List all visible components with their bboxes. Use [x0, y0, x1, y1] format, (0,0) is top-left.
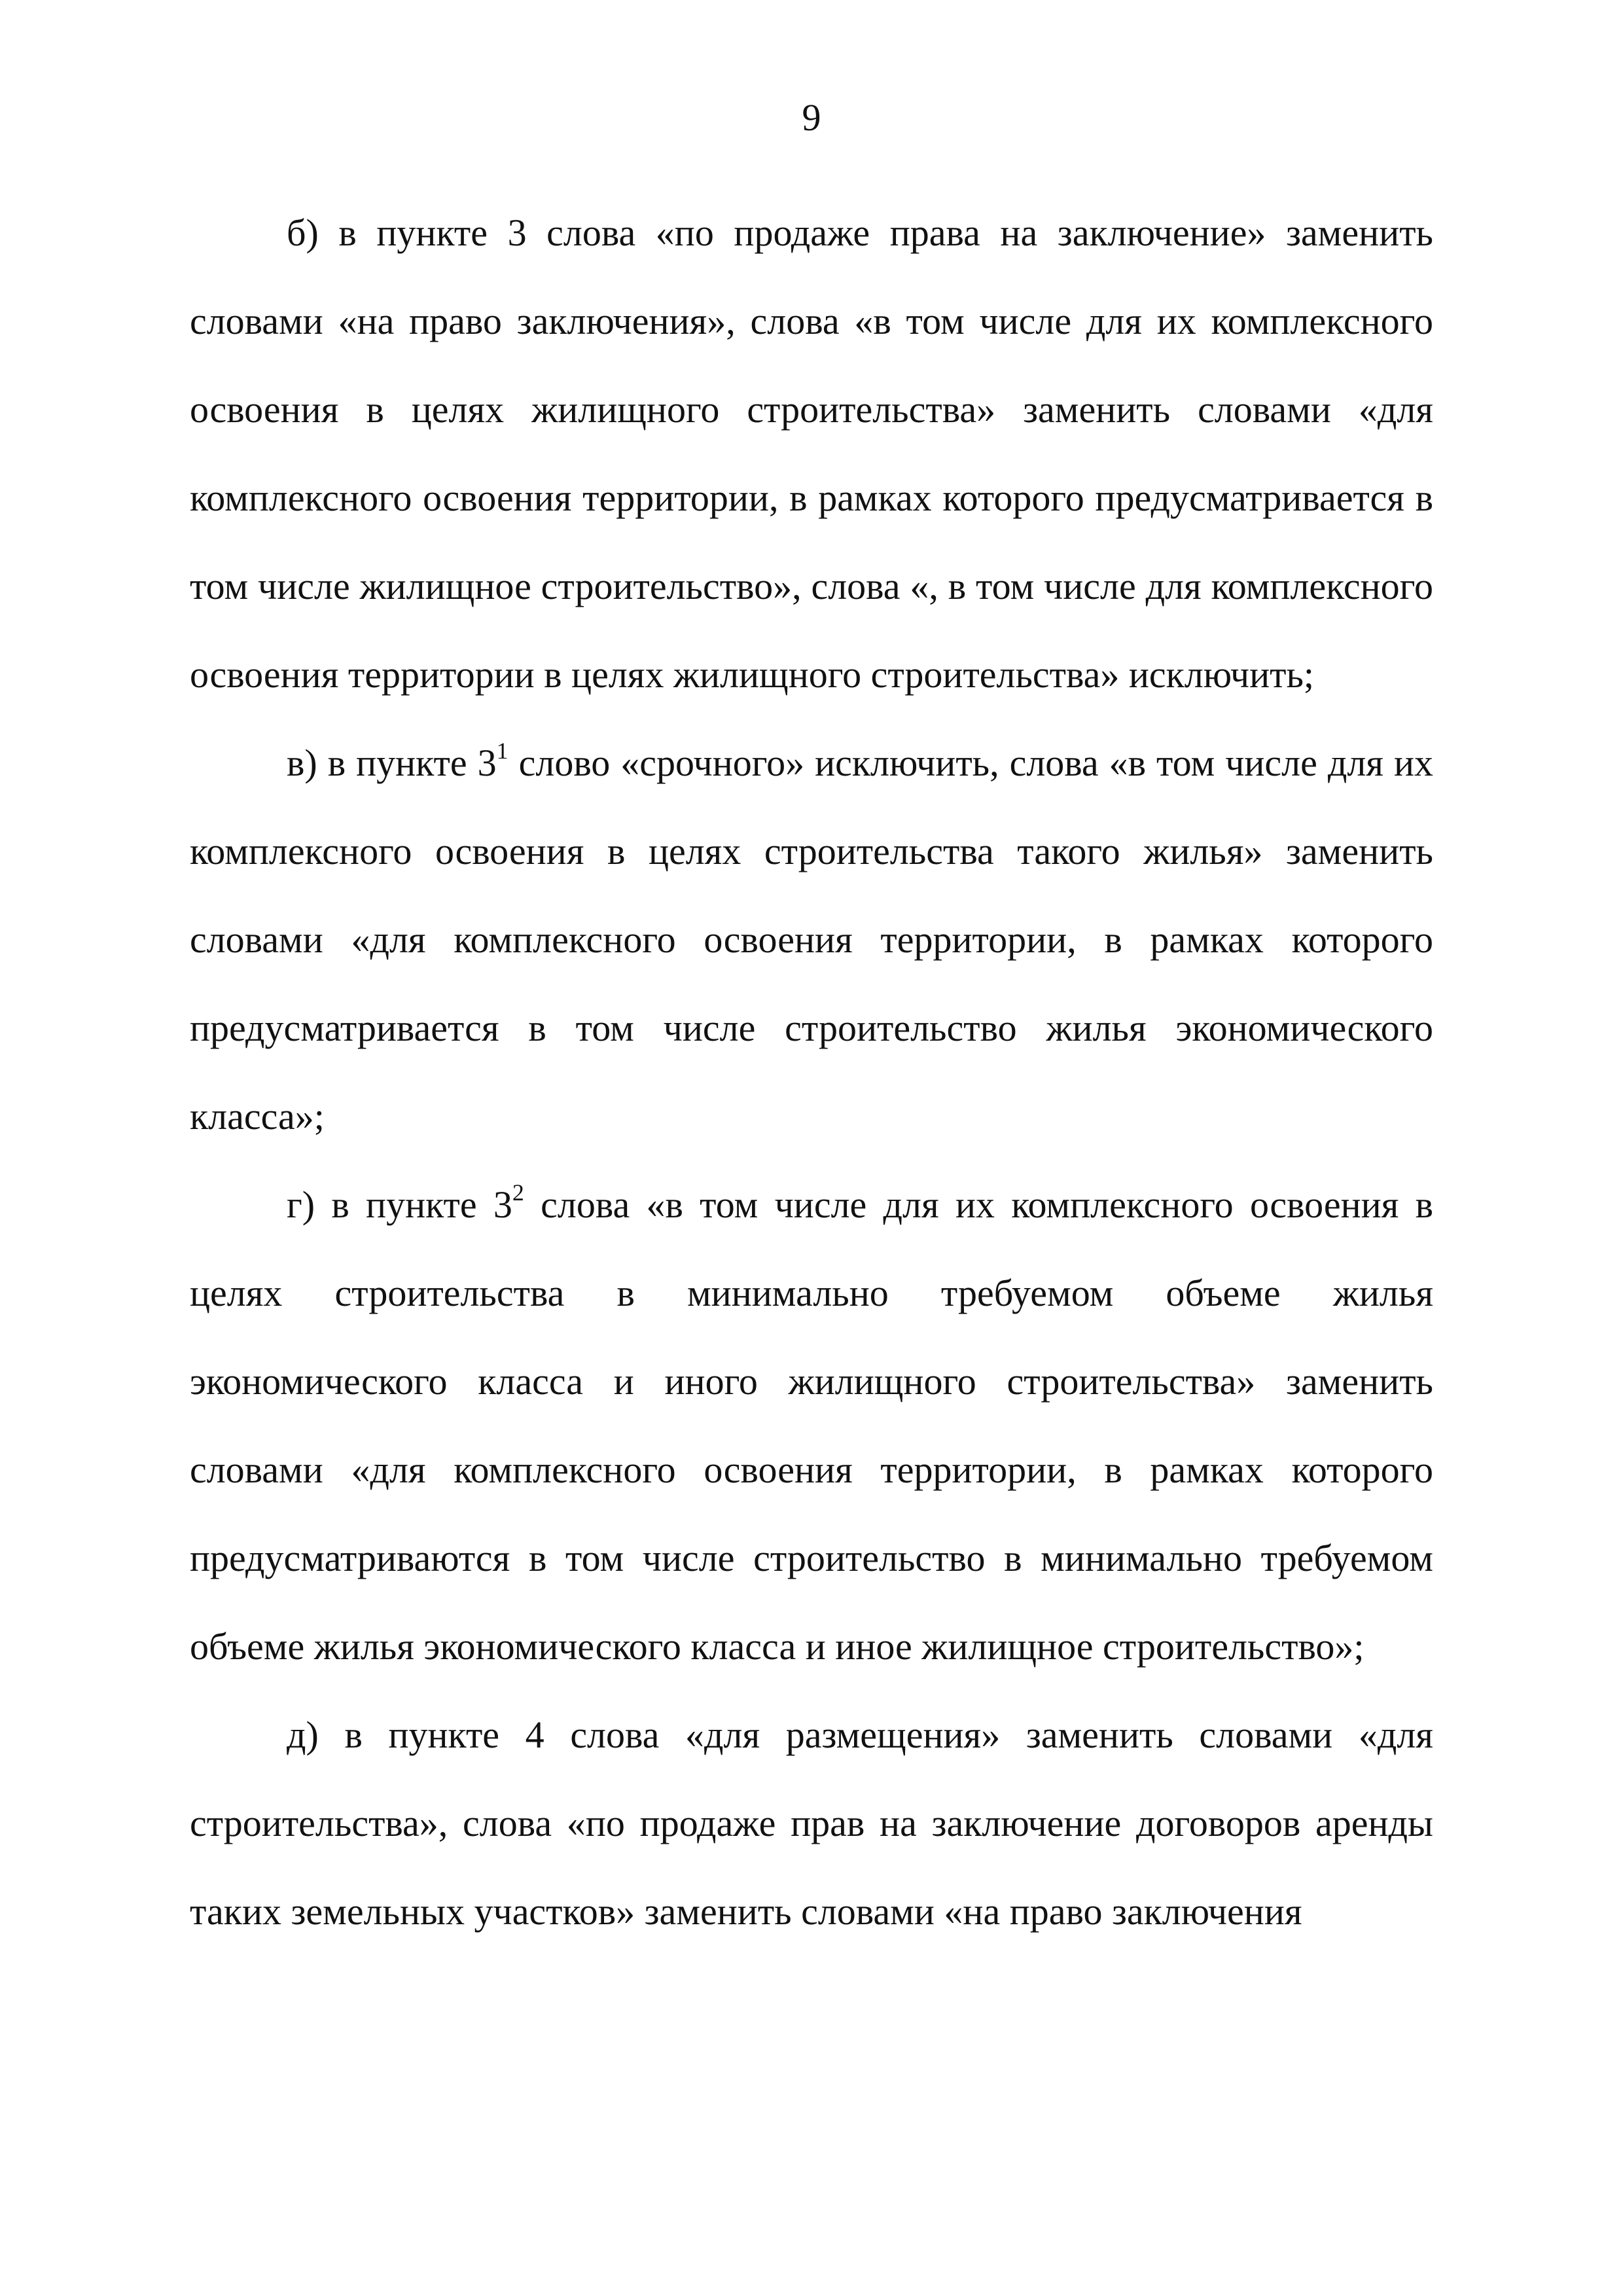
paragraph-v-rest: слово «срочного» исключить, слова «в том числе для их комплексного освоения в целях строительства такого жилья» заменить словами «для комплексного освоения территории, в рамках которого предусматривается в том числе строительство жилья экономического класса»; [190, 742, 1433, 1138]
paragraph-v [190, 719, 1433, 1160]
paragraph-v-start: в) в пункте 3 [287, 742, 497, 784]
document-body [190, 188, 1433, 1956]
paragraph-g-superscript: 2 [512, 1179, 524, 1206]
paragraph-g-rest: слова «в том числе для их комплексного освоения в целях строительства в минимально требуемом объеме жилья экономического класса и иного жилищного строительства» заменить словами «для комплексного освоения территории, в рамках которого предусматриваются в том числе строительство в минимально требуемом объеме жилья экономического класса и иное жилищное строительство»; [190, 1183, 1433, 1668]
paragraph-d: д) в пункте 4 слова «для размещения» заменить словами «для строительства», слова «по продаже прав на заключение договоров аренды таких земельных участков» заменить словами «на право заключения [190, 1713, 1433, 1933]
page-number: 9 [802, 96, 821, 139]
paragraph-b: б) в пункте 3 слова «по продаже права на заключение» заменить словами «на право заключения», слова «в том числе для их комплексного освоения в целях жилищного строительства» заменить словами «для комплексного освоения территории, в рамках которого предусматривается в том числе жилищное строительство», слова «, в том числе для комплексного освоения территории в целях жилищного строительства» исключить; [190, 211, 1433, 696]
paragraph-g-start: г) в пункте 3 [287, 1183, 512, 1226]
paragraph-g [190, 1160, 1433, 1691]
paragraph-v-superscript: 1 [496, 738, 508, 764]
